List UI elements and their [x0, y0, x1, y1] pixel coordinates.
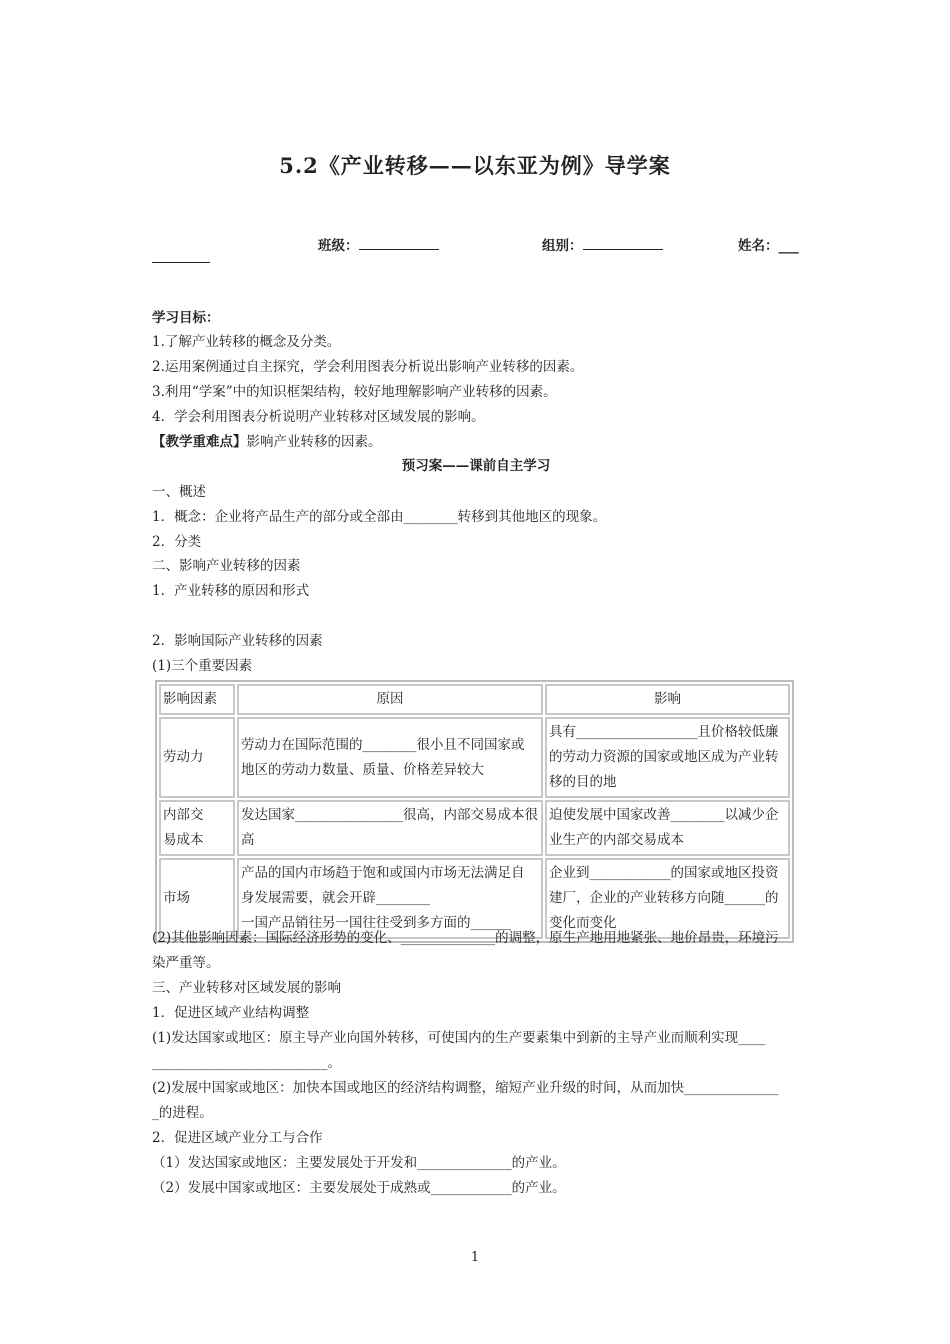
- table-cell-reason: 劳动力在国际范围的________很小且不同国家或 地区的劳动力数量、质量、价格差异较大: [237, 717, 543, 798]
- section2-item2: 2．影响国际产业转移的因素: [152, 633, 323, 649]
- section2-sub2-line2: 染严重等。: [152, 955, 220, 971]
- section2-sub2-line1: (2)其他影响因素：国际经济形势的变化、______________的调整，原生产地用地紧张、地价昂贵，环境污: [152, 930, 779, 946]
- objective-1: 1.了解产业转移的概念及分类。: [152, 334, 341, 350]
- name-label: 姓名：: [738, 238, 779, 254]
- name-blank-tail: ___: [778, 238, 799, 254]
- table-cell-factor: 市场: [159, 858, 235, 939]
- section3-heading: 三、产业转移对区域发展的影响: [152, 980, 341, 996]
- table-cell-reason: 发达国家________________很高，内部交易成本很 高: [237, 800, 543, 856]
- section3-c2: （2）发展中国家或地区：主要发展处于成熟或____________的产业。: [152, 1180, 566, 1196]
- table-cell-reason: 产品的国内市场趋于饱和或国内市场无法满足自 身发展需要，就会开辟________ 一国产品销往另一国往往受到多方面的______: [237, 858, 543, 939]
- objective-2: 2.运用案例通过自主探究，学会利用图表分析说出影响产业转移的因素。: [152, 359, 584, 375]
- name-blank-continuation: [152, 262, 210, 263]
- table-row: [159, 800, 790, 856]
- name-field: [738, 234, 799, 254]
- section2-item1: 1．产业转移的原因和形式: [152, 583, 310, 599]
- page-title: 5.2《产业转移——以东亚为例》导学案: [279, 153, 671, 178]
- table-header-effect: 影响: [545, 684, 790, 715]
- section2-sub1: (1)三个重要因素: [152, 658, 253, 674]
- section1-classify: 2．分类: [152, 534, 202, 550]
- section1-concept: 1．概念：企业将产品生产的部分或全部由________转移到其他地区的现象。: [152, 509, 607, 525]
- section3-p2-line2: _的进程。: [152, 1105, 213, 1121]
- key-points-text: 影响产业转移的因素。: [246, 434, 382, 450]
- group-field: [542, 234, 663, 254]
- section3-item1: 1．促进区域产业结构调整: [152, 1005, 310, 1021]
- objective-4: 4．学会利用图表分析说明产业转移对区域发展的影响。: [152, 409, 485, 425]
- table-header-row: [159, 684, 790, 715]
- table-row: [159, 858, 790, 939]
- table-cell-effect: 企业到____________的国家或地区投资 建厂，企业的产业转移方向随______的 变化而变化: [545, 858, 790, 939]
- table-header-factor: 影响因素: [159, 684, 235, 715]
- key-points: [152, 432, 800, 452]
- table-header-reason: 原因: [237, 684, 543, 715]
- section2-heading: 二、影响产业转移的因素: [152, 558, 301, 574]
- section1-heading: 一、概述: [152, 484, 206, 500]
- table-row: [159, 717, 790, 798]
- objective-3: 3.利用“学案”中的知识框架结构，较好地理解影响产业转移的因素。: [152, 384, 557, 400]
- preview-heading: 预习案——课前自主学习: [401, 458, 551, 474]
- section3-p1-line1: (1)发达国家或地区：原主导产业向国外转移，可使国内的生产要素集中到新的主导产业而顺利实现____: [152, 1030, 766, 1046]
- page-number: 1: [470, 1250, 480, 1265]
- key-points-label: 【教学重难点】: [152, 434, 247, 450]
- table-cell-factor: 内部交 易成本: [159, 800, 235, 856]
- section3-p1-line2: __________________________。: [152, 1055, 341, 1071]
- section3-c1: （1）发达国家或地区：主要发展处于开发和______________的产业。: [152, 1155, 566, 1171]
- section3-p2-line1: (2)发展中国家或地区：加快本国或地区的经济结构调整，缩短产业升级的时间，从而加快______________: [152, 1080, 779, 1096]
- group-blank: [583, 237, 663, 250]
- objectives-heading: 学习目标：: [152, 310, 220, 326]
- class-field: [318, 234, 439, 254]
- class-label: 班级：: [318, 238, 359, 254]
- section3-item2: 2．促进区域产业分工与合作: [152, 1130, 323, 1146]
- table-cell-factor: 劳动力: [159, 717, 235, 798]
- table-cell-effect: 迫使发展中国家改善________以减少企 业生产的内部交易成本: [545, 800, 790, 856]
- factors-table: [155, 680, 794, 943]
- group-label: 组别：: [542, 238, 583, 254]
- class-blank: [359, 237, 439, 250]
- table-cell-effect: 具有__________________且价格较低廉 的劳动力资源的国家或地区成为产业转 移的目的地: [545, 717, 790, 798]
